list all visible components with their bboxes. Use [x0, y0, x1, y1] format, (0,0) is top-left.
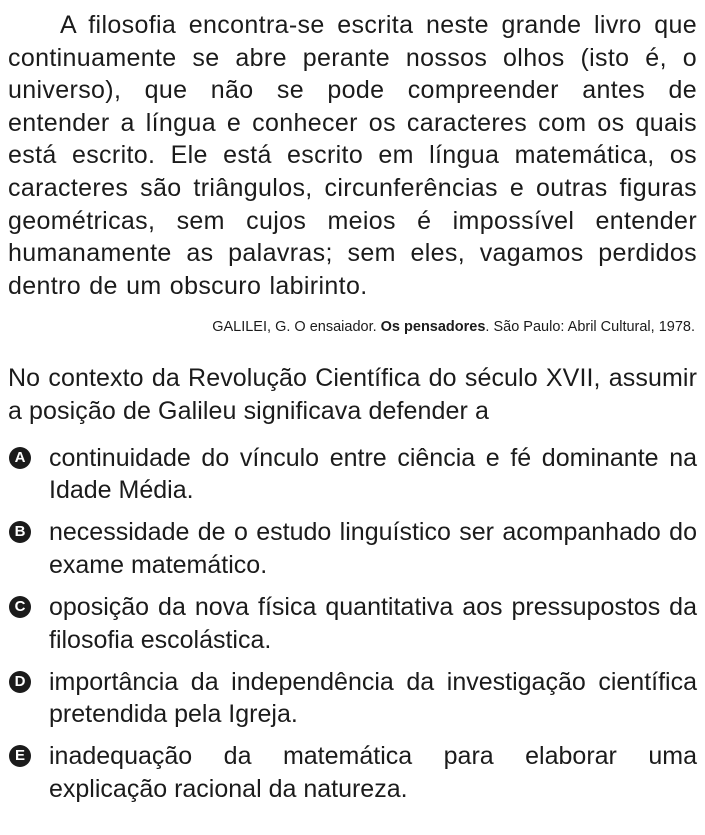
- passage-text: A filosofia encontra-se escrita neste grande livro que continuamente se abre perante nossos olhos (isto é, o universo), que não se pode compreender antes de entender a língua e conhecer os caracteres com os quais está escrito. Ele está escrito em língua matemática, os caracteres são triângulos, circunferências e outras figuras geométricas, sem cujos meios é impossível entender humanamente as palavras; sem eles, vagamos perdidos dentro de um obscuro labirinto.: [8, 11, 697, 300]
- option-e[interactable]: [8, 740, 697, 805]
- option-a[interactable]: [8, 442, 697, 507]
- option-c[interactable]: [8, 591, 697, 656]
- option-text: importância da independência da investigação científica pretendida pela Igreja.: [49, 667, 697, 729]
- option-letter-badge: D: [9, 671, 31, 693]
- citation-prefix: GALILEI, G. O ensaiador.: [212, 319, 381, 336]
- option-b[interactable]: [8, 516, 697, 581]
- option-letter-badge: B: [9, 521, 31, 543]
- option-letter-badge: C: [9, 596, 31, 618]
- option-letter-badge: E: [9, 745, 31, 767]
- question-stem: No contexto da Revolução Científica do século XVII, assumir a posição de Galileu significava defender a: [8, 364, 697, 425]
- option-text: continuidade do vínculo entre ciência e fé dominante na Idade Média.: [49, 443, 697, 505]
- option-letter-badge: A: [9, 447, 31, 469]
- option-text: inadequação da matemática para elaborar uma explicação racional da natureza.: [49, 742, 697, 803]
- citation-work-title: Os pensadores: [380, 319, 486, 336]
- option-text: oposição da nova física quantitativa aos pressupostos da filosofia escolástica.: [49, 592, 697, 654]
- option-text: necessidade de o estudo linguístico ser acompanhado do exame matemático.: [49, 518, 697, 579]
- citation-suffix: . São Paulo: Abril Cultural, 1978.: [485, 319, 695, 336]
- option-d[interactable]: [8, 666, 697, 731]
- answer-options: [8, 442, 697, 806]
- citation: [8, 318, 695, 336]
